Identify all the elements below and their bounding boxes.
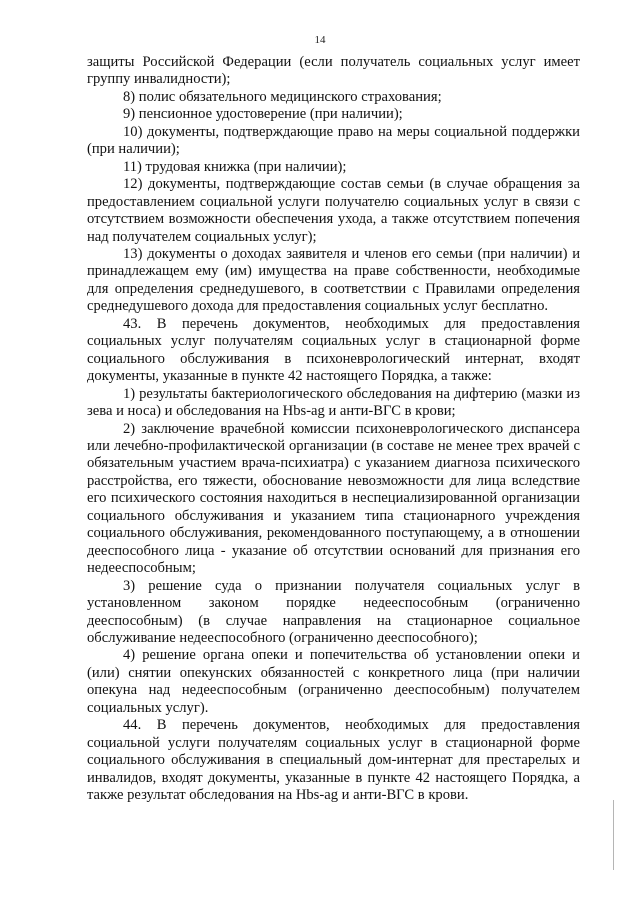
clause-43: 43. В перечень документов, необходимых для предоставления социальных услуг получателям социальных услуг в стационарной форме социального обслуживания в психоневрологический интернат, входят документы, указанные в пункте 42 настоящего Порядка, а также: bbox=[87, 315, 580, 385]
clause-43-item-4: 4) решение органа опеки и попечительства об установлении опеки и (или) снятии опекунских обязанностей с конкретного лица (при наличии опекуна над недееспособным (ограниченно дееспособным) получателем социальных услуг). bbox=[87, 647, 580, 716]
list-item-9: 9) пенсионное удостоверение (при наличии); bbox=[123, 106, 403, 123]
list-item-8: 8) полис обязательного медицинского страхования; bbox=[123, 88, 442, 105]
clause-43-item-2: 2) заключение врачебной комиссии психоневрологического диспансера или лечебно-профилактической организации (в составе не менее трех врачей с обязательным участием врача-психиатра) с указанием диагноза психического расстройства, его тяжести, обоснование невозможности для лица вследствие его психического состояния находиться в неспециализированной организации социального обслуживания и указанием типа стационарного учреждения социального обслуживания, рекомендованного поступающему, а в отношении дееспособного лица - указание об отсутствии оснований для признания его недееспособным; bbox=[87, 420, 580, 577]
list-item-10: 10) документы, подтверждающие право на меры социальной поддержки (при наличии); bbox=[87, 123, 580, 158]
list-item-12: 12) документы, подтверждающие состав семьи (в случае обращения за предоставлением социальной услуги получателю социальных услуг в связи с отсутствием возможности обеспечения ухода, а также отсутствием попечения над получателем социальных услуг); bbox=[87, 176, 580, 245]
list-item-11: 11) трудовая книжка (при наличии); bbox=[123, 158, 347, 175]
clause-43-item-1: 1) результаты бактериологического обследования на дифтерию (мазки из зева и носа) и обследования на Hbs-ag и анти-ВГС в крови; bbox=[87, 385, 580, 420]
scan-edge-mark bbox=[613, 800, 614, 870]
clause-44: 44. В перечень документов, необходимых для предоставления социальной услуги получателям социальных услуг в стационарной форме социального обслуживания в специальный дом-интернат для престарелых и инвалидов, входят документы, указанные в пункте 42 настоящего Порядка, а также результат обследования на Hbs-ag и анти-ВГС в крови. bbox=[87, 717, 580, 804]
paragraph-continuation: защиты Российской Федерации (если получатель социальных услуг имеет группу инвалидности); bbox=[87, 54, 580, 88]
document-body bbox=[87, 54, 580, 804]
list-item-13: 13) документы о доходах заявителя и членов его семьи (при наличии) и принадлежащем ему (им) имущества на праве собственности, необходимые для определения среднедушевого, в соответствии с Правилами определения среднедушевого дохода для предоставления социальных услуг бесплатно. bbox=[87, 245, 580, 315]
clause-43-item-3: 3) решение суда о признании получателя социальных услуг в установленном законом порядке недееспособным (ограниченно дееспособным) (в случае направления на стационарное социальное обслуживание недееспособного (ограниченно дееспособного); bbox=[87, 577, 580, 646]
page-number: 14 bbox=[314, 34, 326, 46]
